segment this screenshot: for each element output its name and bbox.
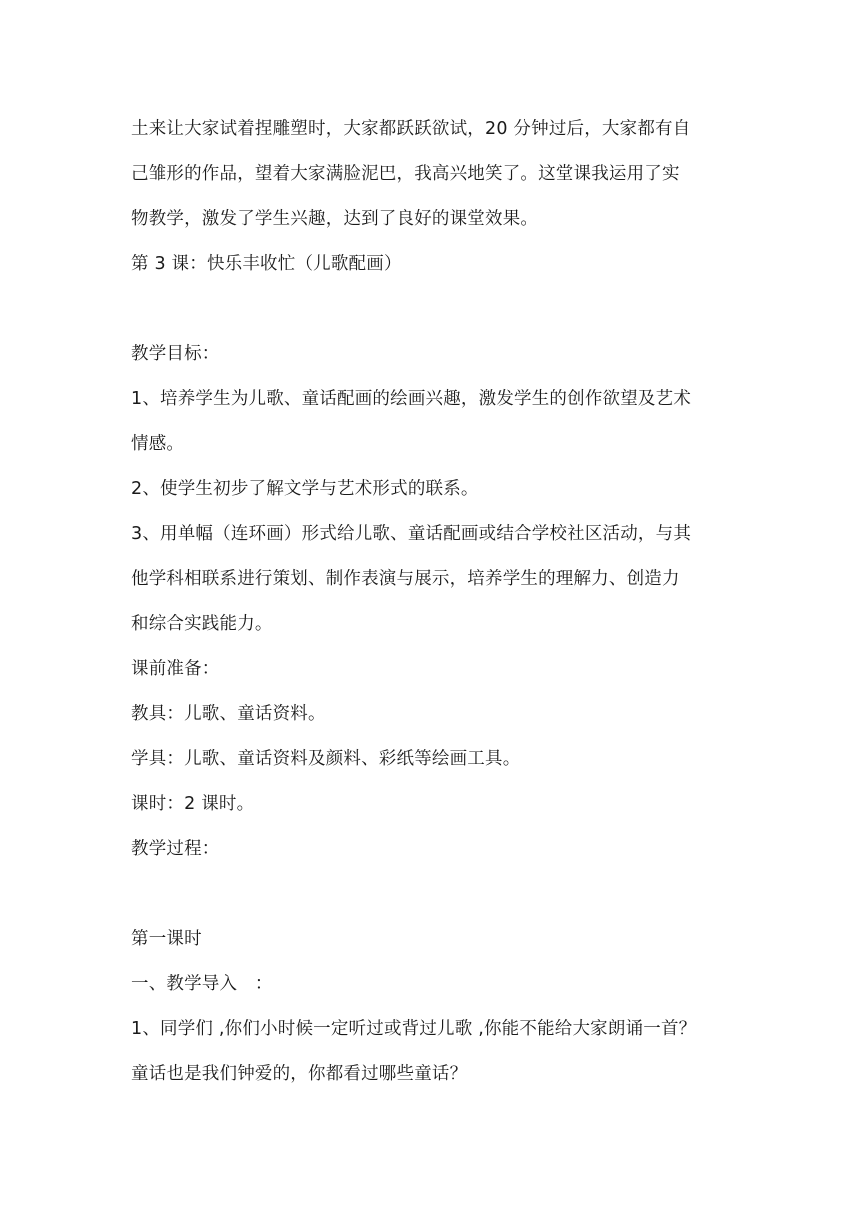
text-line: 1、同学们 ,你们小时候一定听过或背过儿歌 ,你能不能给大家朗诵一首？ xyxy=(131,1019,697,1039)
section-heading: 一、教学导入 ： xyxy=(131,974,273,994)
text-line: 1、培养学生为儿歌、童话配画的绘画兴趣，激发学生的创作欲望及艺术 xyxy=(131,389,692,409)
text-line: 2、使学生初步了解文学与艺术形式的联系。 xyxy=(131,479,479,499)
text-line: 情感。 xyxy=(131,434,185,454)
section-heading: 教学目标： xyxy=(131,344,220,364)
section-heading: 课前准备： xyxy=(131,659,220,679)
text-line: 教具：儿歌、童话资料。 xyxy=(131,704,326,724)
text-line: 他学科相联系进行策划、制作表演与展示，培养学生的理解力、创造力 xyxy=(131,569,680,589)
text-line: 物教学，激发了学生兴趣，达到了良好的课堂效果。 xyxy=(131,209,539,229)
text-line: 土来让大家试着捏雕塑时，大家都跃跃欲试，20 分钟过后，大家都有自 xyxy=(131,119,691,139)
section-heading: 第一课时 xyxy=(131,929,202,949)
text-line: 己雏形的作品，望着大家满脸泥巴，我高兴地笑了。这堂课我运用了实 xyxy=(131,164,680,184)
text-line: 学具：儿歌、童话资料及颜料、彩纸等绘画工具。 xyxy=(131,749,521,769)
text-line: 童话也是我们钟爱的，你都看过哪些童话？ xyxy=(131,1064,468,1084)
text-line: 课时：2 课时。 xyxy=(131,794,255,814)
text-line: 3、用单幅（连环画）形式给儿歌、童话配画或结合学校社区活动，与其 xyxy=(131,524,692,544)
section-heading: 教学过程： xyxy=(131,839,220,859)
lesson-heading: 第 3 课：快乐丰收忙（儿歌配画） xyxy=(131,254,402,274)
text-line: 和综合实践能力。 xyxy=(131,614,273,634)
